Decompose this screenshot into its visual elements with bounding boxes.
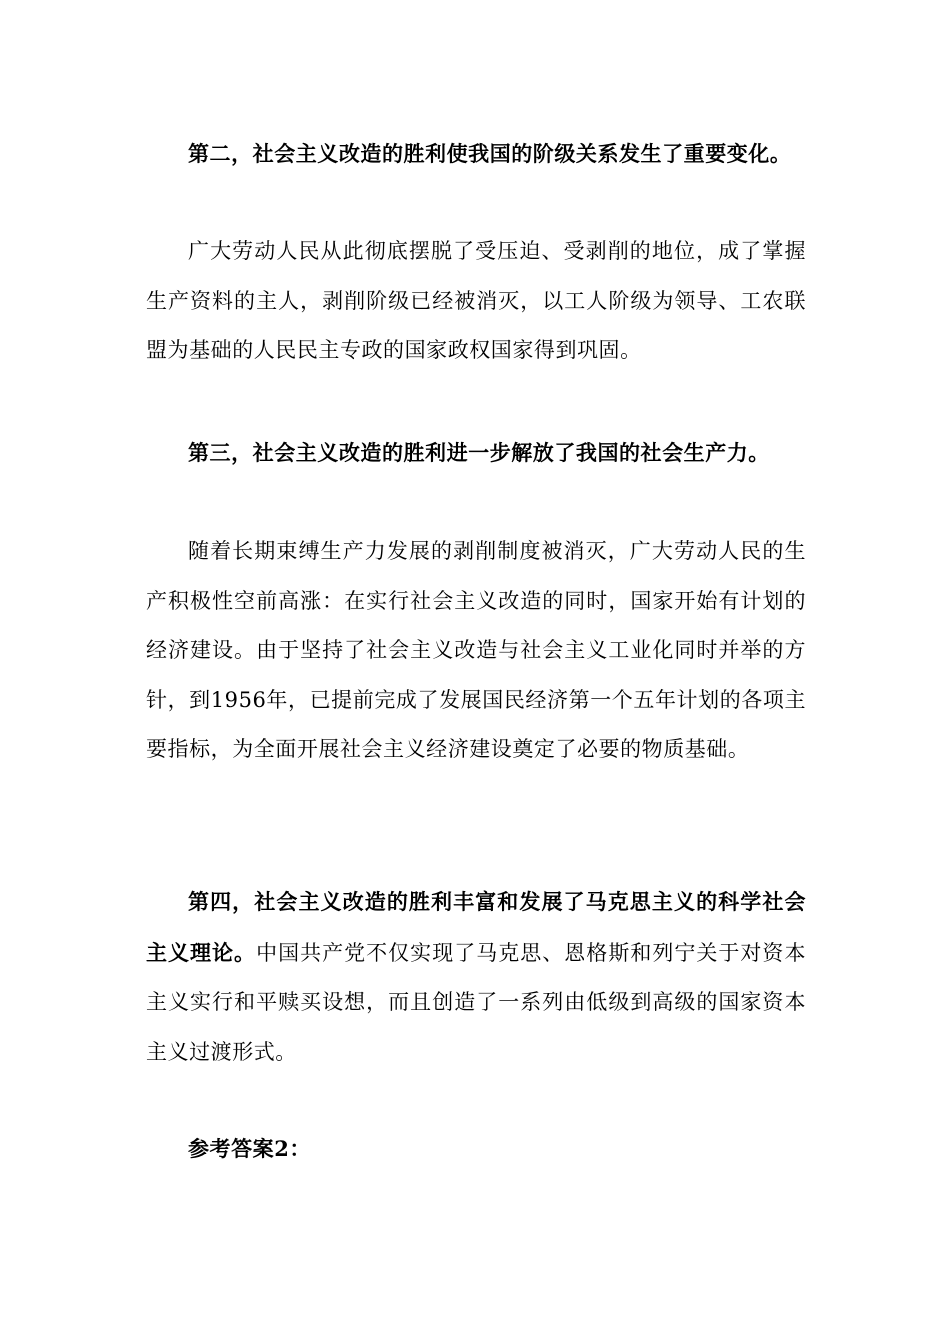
- reference-answer-heading: 参考答案2：: [188, 1136, 311, 1161]
- paragraph-class-relations: 广大劳动人民从此彻底摆脱了受压迫、受剥削的地位，成了掌握生产资料的主人，剥削阶级已经被消灭，以工人阶级为领导、工农联盟为基础的人民民主专政的国家政权国家得到巩固。: [146, 239, 806, 362]
- paragraph-fourth-point-body: 中国共产党不仅实现了马克思、恩格斯和列宁关于对资本主义实行和平赎买设想，而且创造了一系列由低级到高级的国家资本主义过渡形式。: [146, 940, 806, 1064]
- heading-third-point: 第三，社会主义改造的胜利进一步解放了我国的社会生产力。: [188, 440, 770, 465]
- paragraph-productivity: 随着长期束缚生产力发展的剥削制度被消灭，广大劳动人民的生产积极性空前高涨：在实行社会主义改造的同时，国家开始有计划的经济建设。由于坚持了社会主义改造与社会主义工业化同时并举的方针，到1956年，已提前完成了发展国民经济第一个五年计划的各项主要指标，为全面开展社会主义经济建设奠定了必要的物质基础。: [146, 539, 806, 761]
- heading-second-point: 第二，社会主义改造的胜利使我国的阶级关系发生了重要变化。: [188, 141, 792, 166]
- paragraph-fourth-point: [146, 877, 806, 1077]
- heading-fourth-point: 第四，社会主义改造的胜利丰富和发展了马克思主义的科学社会主义理论。: [146, 889, 806, 965]
